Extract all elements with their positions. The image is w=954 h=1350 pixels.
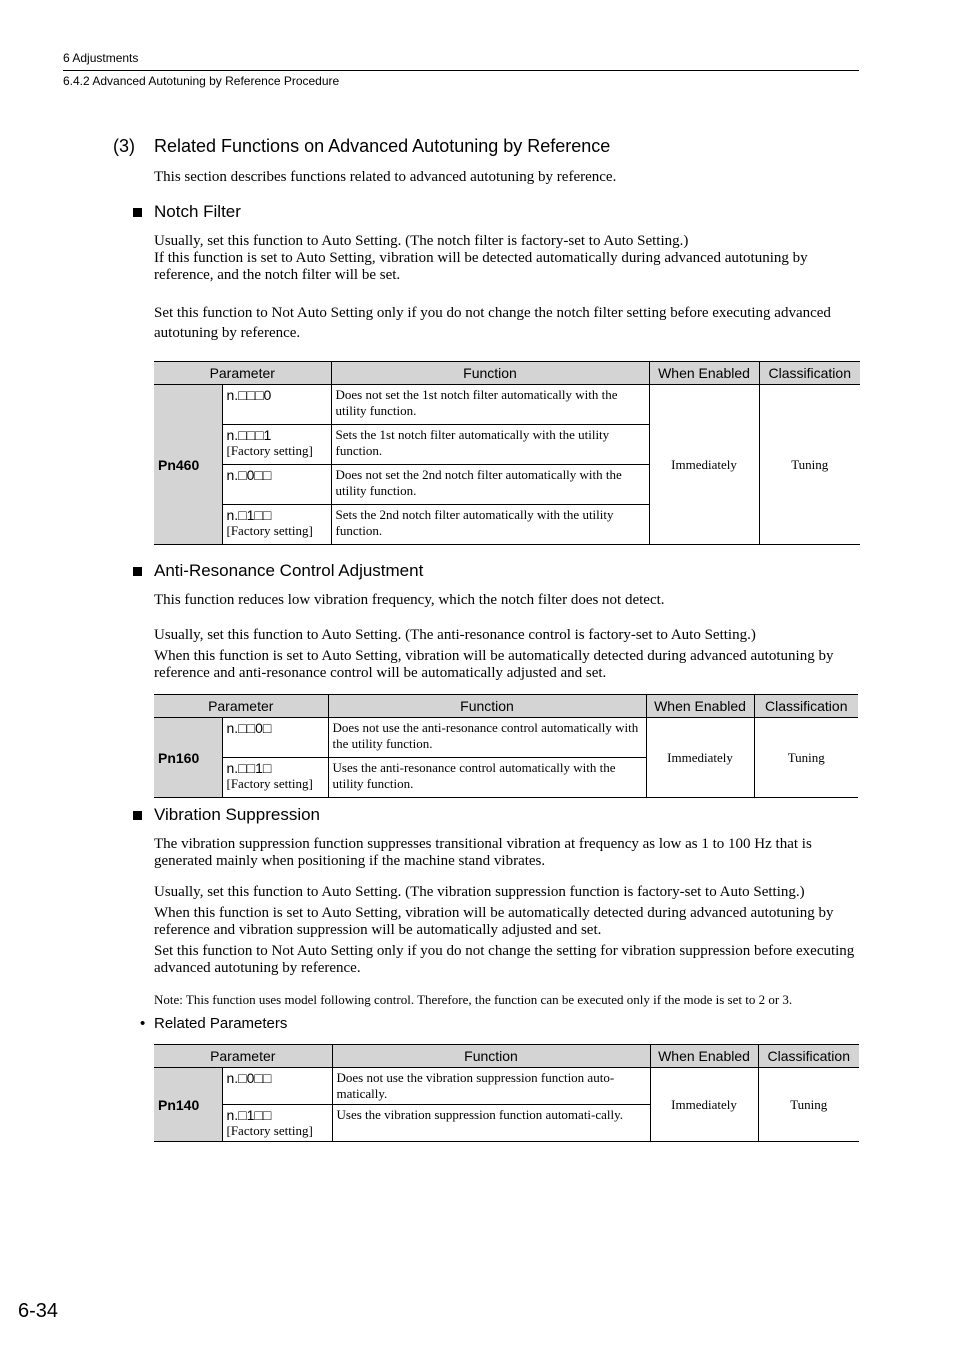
parameter-value [222, 505, 331, 545]
page-number: 6-34 [18, 1300, 59, 1322]
function-description: Sets the 2nd notch filter automatically with the utility function. [331, 505, 649, 545]
header-parameter: Parameter [154, 1045, 332, 1068]
value-text: n.□□1□ [226, 760, 272, 776]
parameter-value [222, 425, 331, 465]
notch-heading [133, 202, 241, 222]
related-parameters-text: Related Parameters [154, 1015, 288, 1032]
when-enabled: Immediately [650, 1068, 758, 1142]
header-classification: Classification [754, 695, 858, 718]
value-text: n.□□□1 [226, 427, 272, 443]
header-when-enabled: When Enabled [649, 362, 759, 385]
antires-paragraph-3: When this function is set to Auto Setting, vibration will be automatically detected during advanced autotuning by reference and anti-resonance control will be automatically adjusted and set. [154, 648, 834, 681]
classification: Tuning [754, 718, 858, 798]
vibsup-heading-text: Vibration Suppression [154, 805, 321, 824]
function-description: Does not use the vibration suppression function auto-matically. [332, 1068, 650, 1105]
table-row [154, 718, 858, 758]
parameter-value [222, 718, 328, 758]
notch-paragraph-1: Usually, set this function to Auto Setting. (The notch filter is factory-set to Auto Setting.) [154, 233, 689, 249]
value-text: n.□1□□ [226, 507, 272, 523]
parameter-value [222, 1105, 332, 1142]
parameter-number: Pn160 [154, 718, 222, 798]
parameter-value [222, 465, 331, 505]
square-bullet-icon [133, 811, 142, 820]
factory-setting-label: [Factory setting] [226, 443, 313, 458]
vibsup-note: Note: This function uses model following control. Therefore, the function can be executed only if the mode is set to 2 or 3. [154, 992, 793, 1007]
header-parameter: Parameter [154, 362, 331, 385]
header-function: Function [332, 1045, 650, 1068]
when-enabled: Immediately [646, 718, 754, 798]
parameter-number: Pn140 [154, 1068, 222, 1142]
notch-paragraph-2: If this function is set to Auto Setting, vibration will be detected automatically during advanced autotuning by reference, and the notch filter will be set. [154, 250, 808, 283]
square-bullet-icon [133, 208, 142, 217]
header-classification: Classification [759, 362, 860, 385]
function-description: Does not set the 1st notch filter automatically with the utility function. [331, 385, 649, 425]
vibsup-paragraph-1: The vibration suppression function suppresses transitional vibration at frequency as low as 1 to 100 Hz that is generated mainly when positioning if the machine stand vibrates. [154, 836, 812, 869]
vibsup-paragraph-2: Usually, set this function to Auto Setting. (The vibration suppression function is factory-set to Auto Setting.) [154, 884, 805, 900]
subsection-header: 6.4.2 Advanced Autotuning by Reference Procedure [63, 74, 340, 88]
table-header-row [154, 1045, 859, 1068]
vibsup-parameter-table [154, 1044, 859, 1142]
notch-paragraph-3: Set this function to Not Auto Setting only if you do not change the notch filter setting before executing advanced autotuning by reference. [154, 305, 831, 341]
related-parameters-item [140, 1015, 287, 1032]
parameter-value [222, 758, 328, 798]
parameter-value [222, 385, 331, 425]
notch-heading-text: Notch Filter [154, 202, 241, 221]
header-rule [63, 70, 859, 71]
antires-paragraph-2: Usually, set this function to Auto Setting. (The anti-resonance control is factory-set to Auto Setting.) [154, 627, 756, 643]
table-header-row [154, 362, 860, 385]
section-title [113, 136, 610, 157]
factory-setting-label: [Factory setting] [226, 1123, 313, 1138]
header-function: Function [331, 362, 649, 385]
table-row [154, 385, 860, 425]
square-bullet-icon [133, 567, 142, 576]
antires-parameter-table [154, 694, 858, 798]
value-text: n.□□0□ [226, 720, 272, 736]
vibsup-paragraph-4: Set this function to Not Auto Setting only if you do not change the setting for vibration suppression before executing advanced autotuning by reference. [154, 943, 855, 976]
antires-heading [133, 561, 423, 581]
header-function: Function [328, 695, 646, 718]
vibsup-heading [133, 805, 320, 825]
section-title-text: Related Functions on Advanced Autotuning by Reference [154, 136, 611, 156]
header-when-enabled: When Enabled [646, 695, 754, 718]
notch-parameter-table [154, 361, 860, 545]
value-text: n.□0□□ [226, 467, 272, 483]
table-header-row [154, 695, 858, 718]
header-parameter: Parameter [154, 695, 328, 718]
classification: Tuning [758, 1068, 859, 1142]
chapter-header: 6 Adjustments [63, 51, 139, 65]
function-description: Does not set the 2nd notch filter automatically with the utility function. [331, 465, 649, 505]
classification: Tuning [759, 385, 860, 545]
value-text: n.□□□0 [226, 387, 272, 403]
section-number: (3) [113, 136, 135, 156]
function-description: Does not use the anti-resonance control automatically with the utility function. [328, 718, 646, 758]
function-description: Uses the anti-resonance control automatically with the utility function. [328, 758, 646, 798]
function-description: Uses the vibration suppression function automati-cally. [332, 1105, 650, 1142]
vibsup-paragraph-3: When this function is set to Auto Setting, vibration will be automatically detected during advanced autotuning by reference and vibration suppression will be automatically adjusted and set. [154, 905, 834, 938]
factory-setting-label: [Factory setting] [226, 776, 313, 791]
table-row [154, 1068, 859, 1105]
factory-setting-label: [Factory setting] [226, 523, 313, 538]
value-text: n.□1□□ [226, 1107, 272, 1123]
when-enabled: Immediately [649, 385, 759, 545]
dot-bullet-icon: • [140, 1015, 146, 1032]
header-when-enabled: When Enabled [650, 1045, 758, 1068]
value-text: n.□0□□ [226, 1070, 272, 1086]
header-classification: Classification [758, 1045, 859, 1068]
parameter-number: Pn460 [154, 385, 222, 545]
section-intro: This section describes functions related to advanced autotuning by reference. [154, 169, 617, 185]
parameter-value [222, 1068, 332, 1105]
antires-paragraph-1: This function reduces low vibration frequency, which the notch filter does not detect. [154, 592, 665, 608]
function-description: Sets the 1st notch filter automatically with the utility function. [331, 425, 649, 465]
antires-heading-text: Anti-Resonance Control Adjustment [154, 561, 424, 580]
